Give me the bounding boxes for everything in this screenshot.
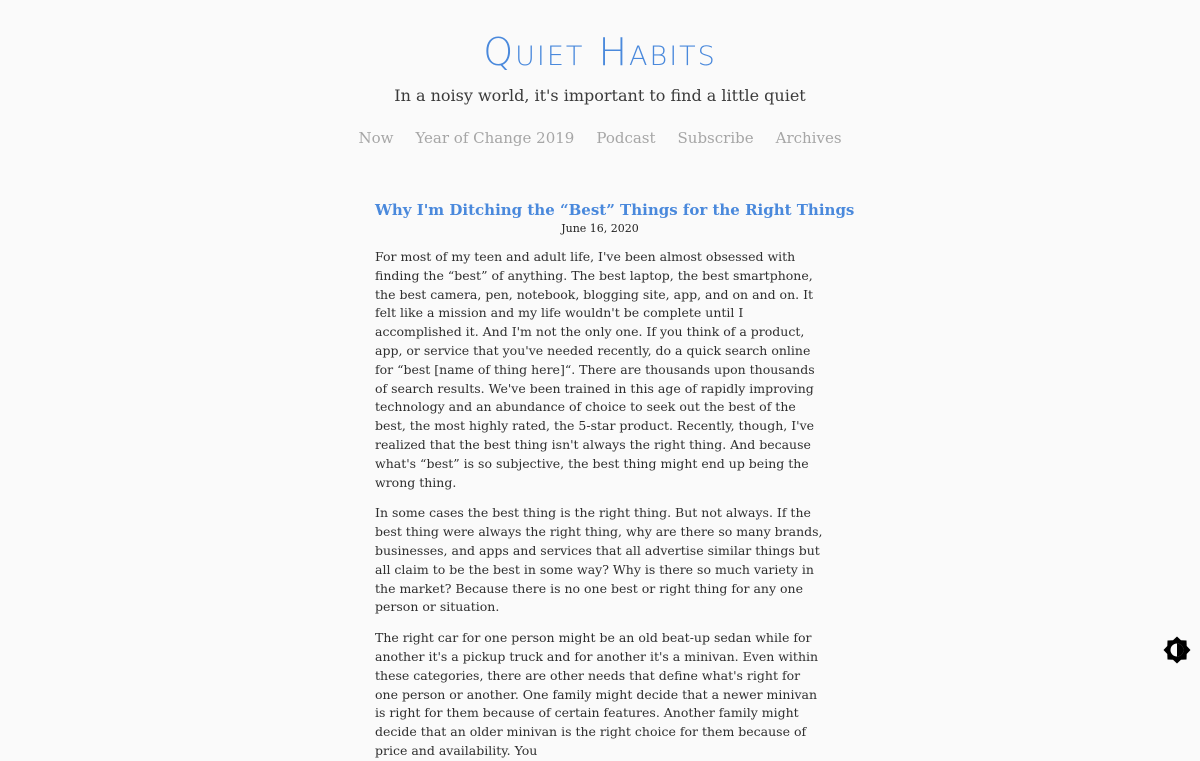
nav-link-now[interactable]: Now	[358, 129, 394, 147]
post-paragraph: The right car for one person might be an old beat-up sedan while for another it's a pickup truck and for another it's a minivan. Even within these categories, there are other needs that define what's right for one person or another. One family might decide that a newer minivan is right for them because of certain features. Another family might decide that an older minivan is the right choice for them because of price and availability. You	[375, 630, 819, 758]
post-body	[375, 248, 825, 761]
blog-post	[375, 200, 855, 761]
site-title[interactable]: Quiet Habits	[483, 30, 717, 74]
nav-link-archives[interactable]: Archives	[775, 129, 842, 147]
main-nav	[0, 128, 1200, 148]
post-date: June 16, 2020	[561, 222, 639, 235]
post-paragraph: In some cases the best thing is the right thing. But not always. If the best thing were always the right thing, why are there so many brands, businesses, and apps and services that all advertise similar things but all claim to be the best in some way? Why is there so much variety in the market? Because there is no one best or right thing for any one person or situation.	[375, 505, 823, 615]
site-header	[0, 0, 1200, 148]
post-title	[375, 200, 855, 220]
nav-link-podcast[interactable]: Podcast	[596, 129, 656, 147]
site-tagline: In a noisy world, it's important to find a little quiet	[394, 86, 806, 105]
nav-link-year-of-change[interactable]: Year of Change 2019	[415, 129, 575, 147]
nav-link-subscribe[interactable]: Subscribe	[677, 129, 754, 147]
contrast-brightness-icon	[1163, 636, 1191, 664]
post-title-link[interactable]: Why I'm Ditching the “Best” Things for the Right Things	[375, 201, 855, 219]
post-paragraph: For most of my teen and adult life, I've been almost obsessed with finding the “best” of anything. The best laptop, the best smartphone, the best camera, pen, notebook, blogging site, app, and on and on. It felt like a mission and my life wouldn't be complete until I accomplished it. And I'm not the only one. If you think of a product, app, or service that you've needed recently, do a quick search online for “best [name of thing here]“. There are thousands upon thousands of search results. We've been trained in this age of rapidly improving technology and an abundance of choice to seek out the best of the best, the most highly rated, the 5-star product. Recently, though, I've realized that the best thing isn't always the right thing. And because what's “best” is so subjective, the best thing might end up being the wrong thing.	[375, 249, 815, 490]
theme-toggle-button[interactable]	[1163, 636, 1191, 664]
